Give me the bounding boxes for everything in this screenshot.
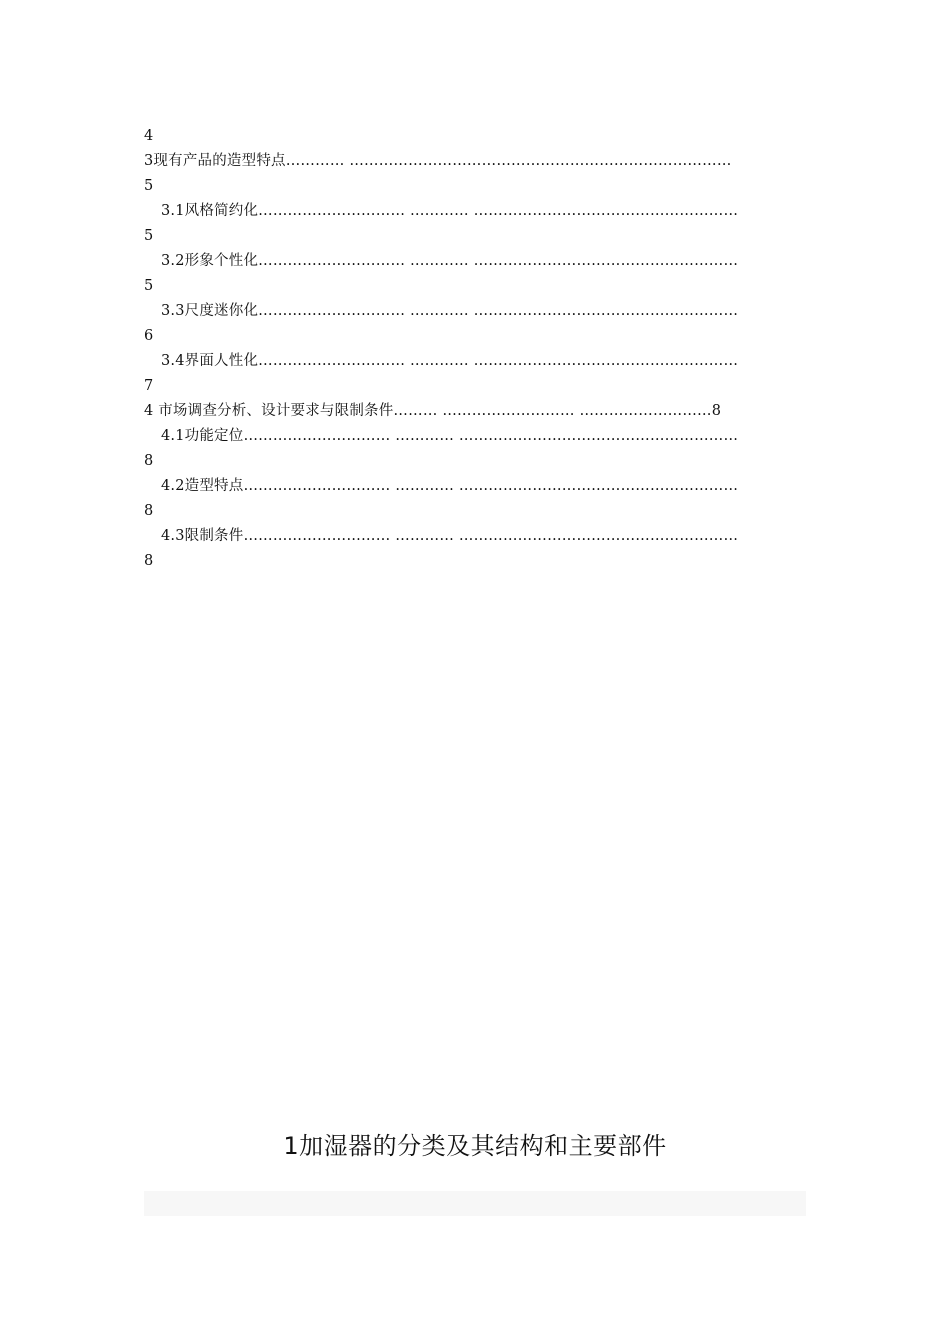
toc-line: 3.3尺度迷你化………………………… ………… ……………………………………………… bbox=[161, 303, 739, 319]
toc-line: 5 bbox=[144, 228, 154, 244]
toc-line: 6 bbox=[144, 328, 154, 344]
toc-line: 5 bbox=[144, 178, 154, 194]
toc-line: 4.2造型特点………………………… ………… ………………………………………………… bbox=[161, 478, 739, 494]
toc-line: 7 bbox=[144, 378, 154, 394]
table-of-contents bbox=[144, 124, 806, 574]
toc-line: 3现有产品的造型特点………… …………………………………………………………………… bbox=[144, 153, 732, 169]
toc-line: 3.4界面人性化………………………… ………… ……………………………………………… bbox=[161, 353, 739, 369]
section-heading: 1加湿器的分类及其结构和主要部件 bbox=[283, 1132, 667, 1160]
toc-line: 4 市场调查分析、设计要求与限制条件……… ……………………… ………………………8 bbox=[144, 403, 722, 419]
toc-line: 3.1风格简约化………………………… ………… ……………………………………………… bbox=[161, 203, 739, 219]
toc-line: 8 bbox=[144, 553, 154, 569]
toc-line: 8 bbox=[144, 453, 154, 469]
toc-line: 4.1功能定位………………………… ………… ………………………………………………… bbox=[161, 428, 739, 444]
toc-line: 8 bbox=[144, 503, 154, 519]
shaded-paragraph-block bbox=[144, 1191, 806, 1216]
toc-line: 4.3限制条件………………………… ………… ………………………………………………… bbox=[161, 528, 739, 544]
toc-line: 3.2形象个性化………………………… ………… ……………………………………………… bbox=[161, 253, 739, 269]
toc-line: 5 bbox=[144, 278, 154, 294]
toc-line: 4 bbox=[144, 128, 154, 144]
